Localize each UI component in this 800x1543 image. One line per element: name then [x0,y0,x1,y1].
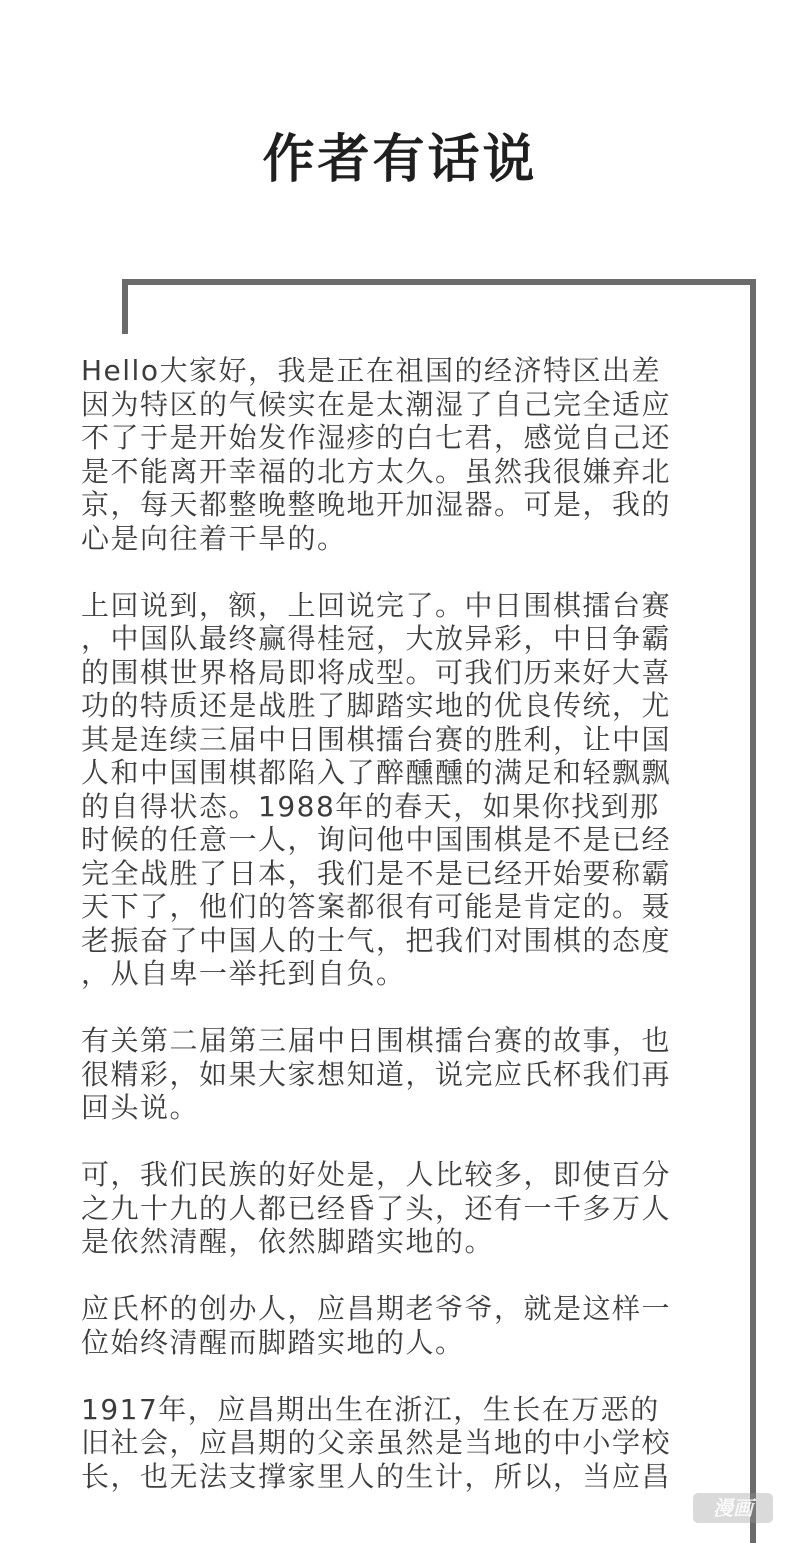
paragraph-greeting: Hello大家好，我是正在祖国的经济特区出差 因为特区的气候实在是太潮湿了自己完全适应 不了于是开始发作湿疹的白七君，感觉自己还 是不能离开幸福的北方太久。虽然我很嫌弃北 京，每天都整晚整晚地开加湿器。可是，我的 心是向往着干旱的。 [81,354,672,555]
paragraph-biography: 1917年，应昌期出生在浙江，生长在万恶的 旧社会，应昌期的父亲虽然是当地的中小学校 长，也无法支撑家里人的生计，所以，当应昌 [81,1392,672,1493]
frame-border-right [750,279,756,1543]
page-title: 作者有话说 [262,129,538,190]
article-body [81,354,731,1527]
paragraph-recap: 上回说到，额，上回说完了。中日围棋擂台赛 ，中国队最终赢得桂冠，大放异彩，中日争霸 的围棋世界格局即将成型。可我们历来好大喜 功的特质还是战胜了脚踏实地的优良传统，尤 其是连续三届中日围棋擂台赛的胜利，让中国 人和中国围棋都陷入了醉醺醺的满足和轻飘飘 的自得状态。1988年的春天，如果你找到那 时候的任意一人，询问他中国围棋是不是已经 完全战胜了日本，我们是不是已经开始要称霸 天下了，他们的答案都很有可能是肯定的。聂 老振奋了中国人的士气，把我们对围棋的态度 ，从自卑一举托到自负。 [81,588,672,990]
paragraph-founder: 应氏杯的创办人，应昌期老爷爷，就是这样一 位始终清醒而脚踏实地的人。 [81,1292,672,1359]
paragraph-later-tournaments: 有关第二届第三届中日围棋擂台赛的故事，也 很精彩，如果大家想知道，说完应氏杯我们再 回头说。 [81,1024,672,1124]
frame-border-left [122,279,128,334]
frame-border-top [122,279,756,285]
watermark-logo: 漫画 [693,1493,773,1523]
paragraph-nation: 可，我们民族的好处是，人比较多，即使百分 之九十九的人都已经昏了头，还有一千多万人 是依然清醒，依然脚踏实地的。 [81,1158,672,1258]
